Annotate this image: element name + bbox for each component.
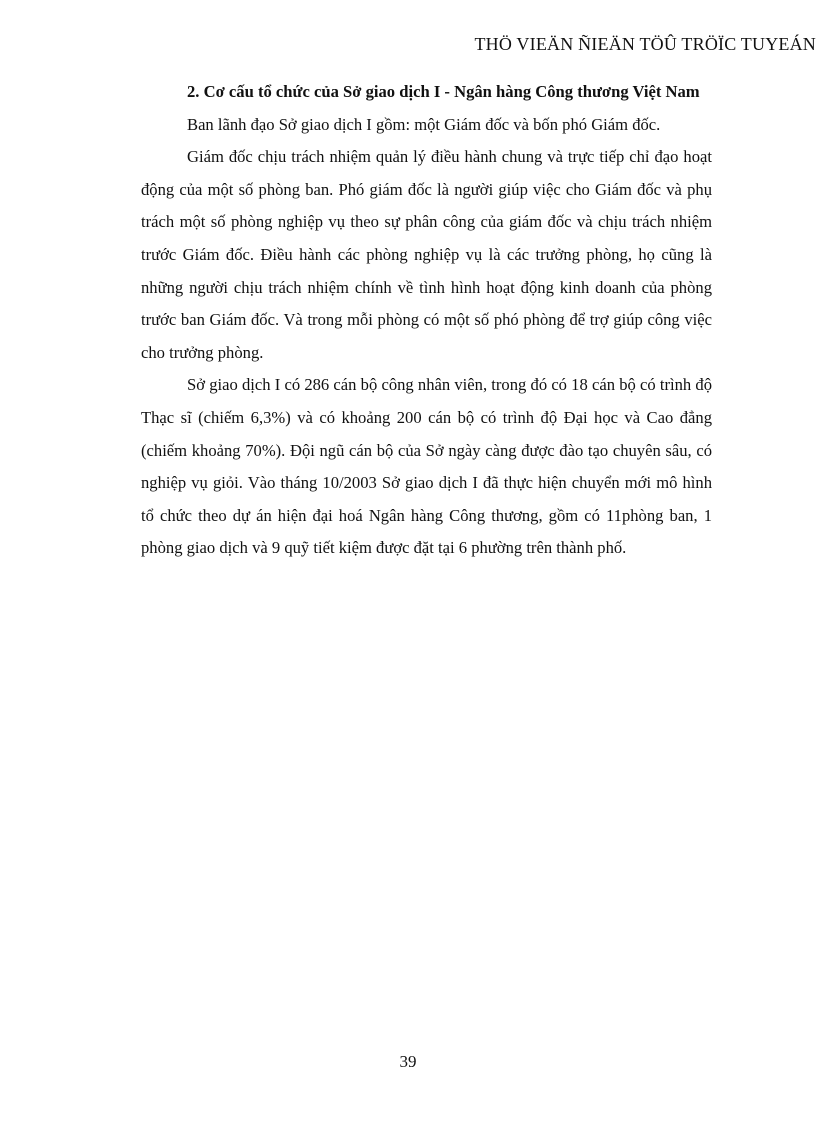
running-header: THÖ VIEÄN ÑIEÄN TÖÛ TRÖÏC TUYEÁN — [474, 34, 816, 54]
paragraph-director-duties: Giám đốc chịu trách nhiệm quản lý điều hành chung và trực tiếp chỉ đạo hoạt động của một số phòng ban. Phó giám đốc là người giúp việc cho Giám đốc và phụ trách một số phòng nghiệp vụ theo sự phân công của giám đốc và chịu trách nhiệm trước Giám đốc. Điều hành các phòng nghiệp vụ là các trưởng phòng, họ cũng là những người chịu trách nhiệm chính về tình hình hoạt động kinh doanh của phòng trước ban Giám đốc. Và trong mỗi phòng có một số phó phòng để trợ giúp công việc cho trưởng phòng. — [141, 147, 712, 362]
page-number: 39 — [399, 1052, 417, 1071]
document-body — [141, 76, 712, 565]
paragraph-leadership: Ban lãnh đạo Sở giao dịch I gồm: một Giám đốc và bốn phó Giám đốc. — [187, 114, 661, 134]
section-heading: 2. Cơ cấu tổ chức của Sở giao dịch I - Ngân hàng Công thương Việt Nam — [187, 82, 700, 101]
paragraph-staff: Sở giao dịch I có 286 cán bộ công nhân viên, trong đó có 18 cán bộ có trình độ Thạc sĩ (chiếm 6,3%) và có khoảng 200 cán bộ có trình độ Đại học và Cao đẳng (chiếm khoảng 70%). Đội ngũ cán bộ của Sở ngày càng được đào tạo chuyên sâu, có nghiệp vụ giỏi. Vào tháng 10/2003 Sở giao dịch I đã thực hiện chuyển mới mô hình tổ chức theo dự án hiện đại hoá Ngân hàng Công thương, gồm có 11phòng ban, 1 phòng giao dịch và 9 quỹ tiết kiệm được đặt tại 6 phường trên thành phố. — [141, 375, 712, 558]
